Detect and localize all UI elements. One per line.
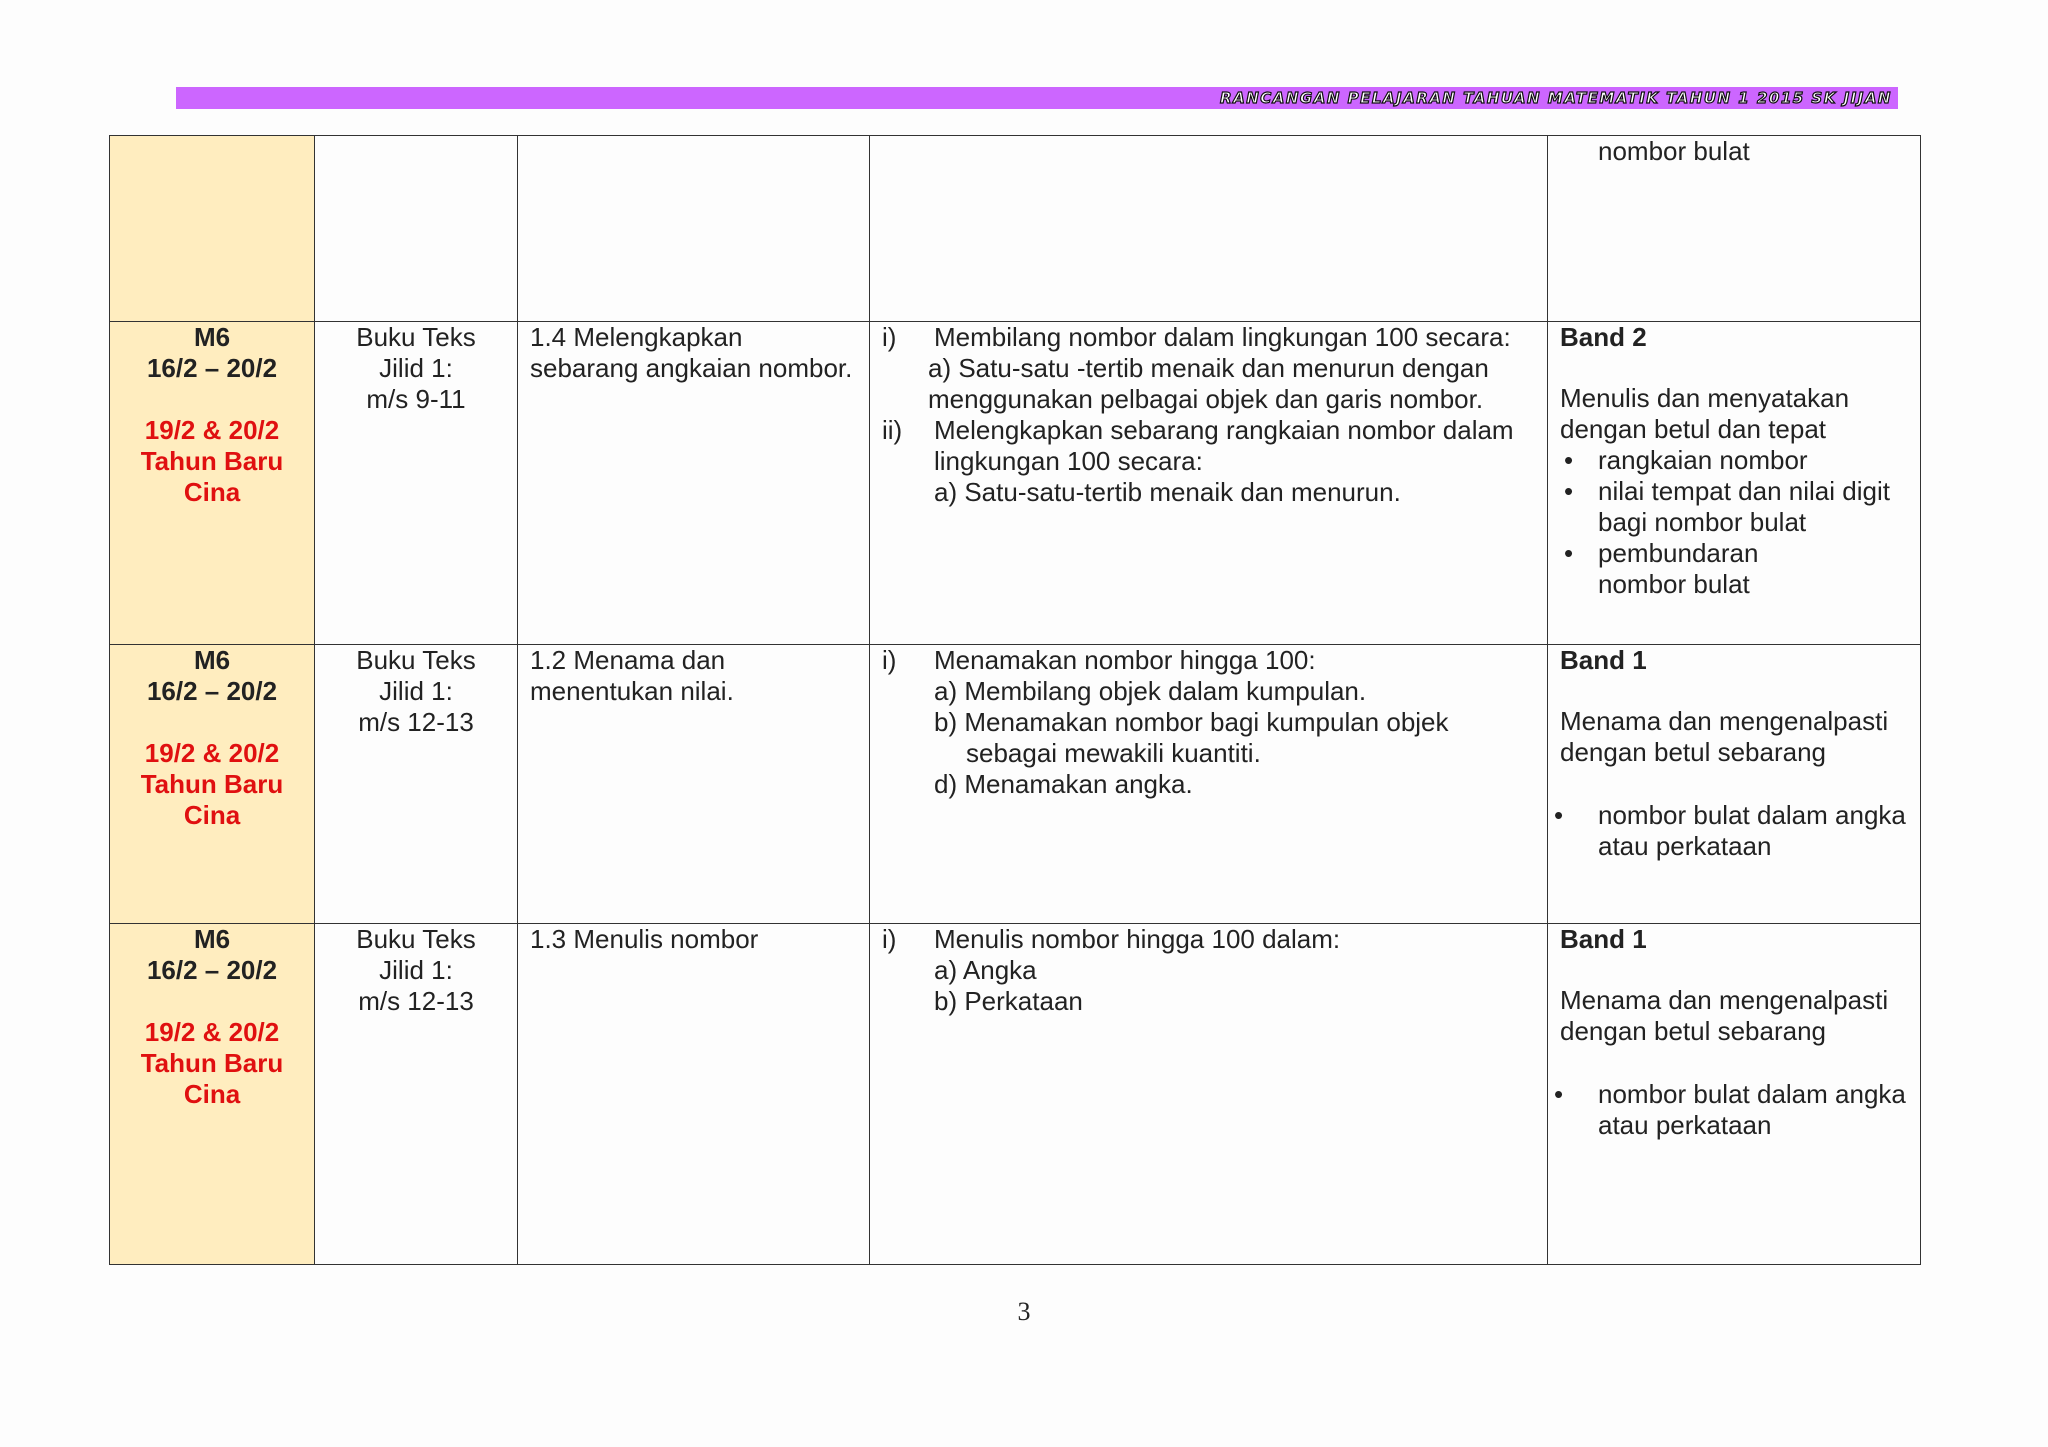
topic-text: 1.2 Menama dan menentukan nilai. [530, 645, 734, 706]
week-label: M6 [193, 924, 231, 954]
book-title: Buku Teks [356, 645, 476, 675]
standard-cell [870, 136, 1548, 322]
standard-sub-b: b) Perkataan [934, 986, 1083, 1016]
topic-cell [518, 924, 870, 1265]
standard-sub-a: a) Satu-satu -tertib menaik dan menurun dengan menggunakan pelbagai objek dan garis nombor. [928, 353, 1489, 414]
performance-cell [1548, 645, 1921, 924]
performance-text: Menama dan mengenalpasti dengan betul sebarang [1560, 985, 1889, 1046]
book-volume: Jilid 1: [379, 955, 453, 985]
performance-list [1560, 445, 1908, 569]
book-volume: Jilid 1: [379, 353, 453, 383]
standard-number: i) [882, 322, 897, 352]
book-pages: m/s 12-13 [358, 986, 474, 1016]
week-cell [110, 136, 315, 322]
book-title: Buku Teks [356, 322, 476, 352]
standard-text: Melengkapkan sebarang rangkaian nombor dalam lingkungan 100 secara: [934, 415, 1514, 476]
book-pages: m/s 12-13 [358, 707, 474, 737]
week-cell [110, 322, 315, 645]
band-label: Band 2 [1560, 322, 1647, 352]
standard-sub-a: a) Angka [934, 955, 1037, 985]
standard-cell [870, 322, 1548, 645]
holiday-dates: 19/2 & 20/2 [144, 415, 280, 445]
header-bar [176, 87, 1898, 109]
week-dates: 16/2 – 20/2 [146, 676, 278, 706]
standard-text: Menamakan nombor hingga 100: [934, 645, 1316, 675]
header-title: RANCANGAN PELAJARAN TAHUAN MATEMATIK TAHUN 1 2015 SK JIJAN [1220, 89, 1892, 107]
list-item: • nombor bulat dalam angka atau perkataan [1560, 800, 1908, 862]
topic-cell [518, 645, 870, 924]
standard-sub-d: d) Menamakan angka. [934, 769, 1193, 799]
standard-text: Membilang nombor dalam lingkungan 100 secara: [934, 322, 1511, 352]
book-cell [315, 322, 518, 645]
book-cell [315, 136, 518, 322]
standard-text: Menulis nombor hingga 100 dalam: [934, 924, 1341, 954]
table-row [110, 322, 1921, 645]
week-label: M6 [193, 645, 231, 675]
list-item: • nilai tempat dan nilai digit bagi nombor bulat [1560, 476, 1908, 538]
book-cell [315, 924, 518, 1265]
lesson-plan-table [109, 135, 1921, 1265]
table-row [110, 645, 1921, 924]
book-title: Buku Teks [356, 924, 476, 954]
performance-text: Menulis dan menyatakan dengan betul dan tepat [1560, 383, 1850, 444]
week-cell [110, 924, 315, 1265]
week-cell [110, 645, 315, 924]
continuation-text: nombor bulat [1598, 136, 1750, 166]
holiday-name-line1: Tahun Baru [140, 769, 284, 799]
standard-number: ii) [882, 415, 903, 445]
list-item: • rangkaian nombor [1560, 445, 1908, 476]
week-label: M6 [193, 322, 231, 352]
holiday-name-line2: Cina [183, 800, 241, 830]
performance-list [1560, 800, 1908, 862]
page-number: 3 [1017, 1297, 1031, 1326]
band-label: Band 1 [1560, 645, 1647, 675]
holiday-name-line2: Cina [183, 477, 241, 507]
topic-cell [518, 136, 870, 322]
performance-tail: nombor bulat [1598, 569, 1750, 599]
performance-text: Menama dan mengenalpasti dengan betul sebarang [1560, 706, 1889, 767]
book-volume: Jilid 1: [379, 676, 453, 706]
table-row [110, 924, 1921, 1265]
topic-text: 1.3 Menulis nombor [530, 924, 759, 954]
book-cell [315, 645, 518, 924]
standard-sub-a: a) Satu-satu-tertib menaik dan menurun. [934, 477, 1401, 507]
standard-number: i) [882, 645, 897, 675]
performance-cell [1548, 322, 1921, 645]
list-item: • pembundaran [1560, 538, 1908, 569]
standard-number: i) [882, 924, 897, 954]
holiday-name-line1: Tahun Baru [140, 1048, 284, 1078]
week-dates: 16/2 – 20/2 [146, 353, 278, 383]
holiday-dates: 19/2 & 20/2 [144, 1017, 280, 1047]
performance-list [1560, 1079, 1908, 1141]
table-row [110, 136, 1921, 322]
performance-cell [1548, 924, 1921, 1265]
topic-cell [518, 322, 870, 645]
standard-cell [870, 924, 1548, 1265]
holiday-name-line1: Tahun Baru [140, 446, 284, 476]
holiday-name-line2: Cina [183, 1079, 241, 1109]
standard-cell [870, 645, 1548, 924]
standard-sub-b-cont: sebagai mewakili kuantiti. [966, 738, 1261, 768]
band-label: Band 1 [1560, 924, 1647, 954]
topic-text: 1.4 Melengkapkan sebarang angkaian nombor. [530, 322, 853, 383]
standard-sub-b: b) Menamakan nombor bagi kumpulan objek [934, 707, 1449, 737]
week-dates: 16/2 – 20/2 [146, 955, 278, 985]
standard-sub-a: a) Membilang objek dalam kumpulan. [934, 676, 1367, 706]
list-item: • nombor bulat dalam angka atau perkataan [1560, 1079, 1908, 1141]
performance-cell [1548, 136, 1921, 322]
book-pages: m/s 9-11 [366, 384, 466, 414]
holiday-dates: 19/2 & 20/2 [144, 738, 280, 768]
